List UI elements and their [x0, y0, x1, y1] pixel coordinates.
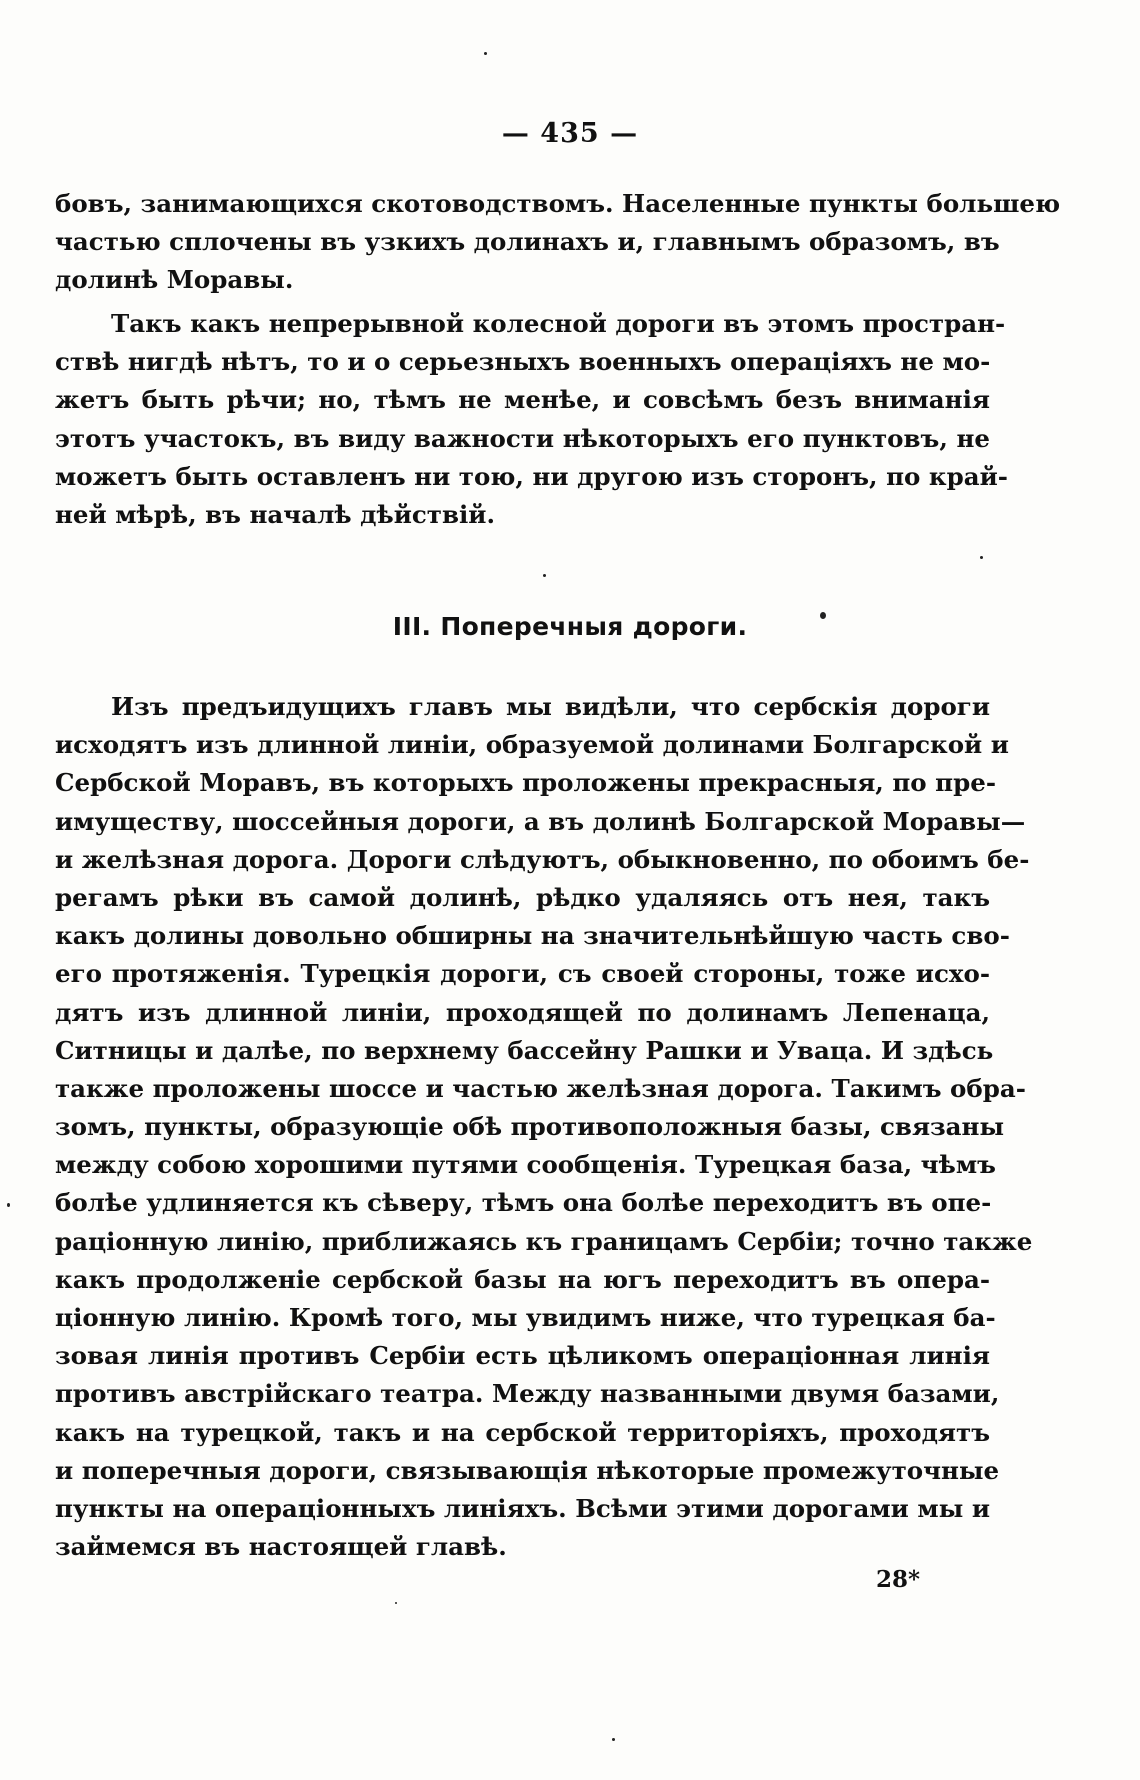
text-line: ней мѣрѣ, въ началѣ дѣйствій. — [55, 499, 495, 529]
text-line: зовая линія противъ Сербіи есть цѣликомъ операціонная линія — [55, 1341, 990, 1371]
text-line: дятъ изъ длинной линіи, проходящей по долинамъ Лепенаца, — [55, 997, 990, 1027]
printer-signature-mark: 28* — [876, 1566, 921, 1593]
text-line: какъ долины довольно обширны на значительнѣйшую часть сво- — [55, 921, 1010, 951]
text-line: Изъ предъидущихъ главъ мы видѣли, что сербскія дороги — [111, 692, 990, 721]
text-line: займемся въ настоящей главѣ. — [55, 1532, 507, 1562]
text-line: болѣе удлиняется къ сѣверу, тѣмъ она болѣе переходитъ въ опе- — [55, 1188, 992, 1218]
paragraph-2 — [55, 305, 1008, 534]
text-line: регамъ рѣки въ самой долинѣ, рѣдко удаляясь отъ нея, такъ — [55, 882, 990, 912]
section-heading: III. Поперечныя дороги. — [392, 612, 748, 641]
text-line: между собою хорошими путями сообщенія. Турецкая база, чѣмъ — [55, 1150, 996, 1180]
text-line: имуществу, шоссейныя дороги, а въ долинѣ Болгарской Моравы— — [55, 806, 1026, 836]
text-line: жетъ быть рѣчи; но, тѣмъ не менѣе, и совсѣмъ безъ вниманія — [55, 385, 990, 415]
text-line: противъ австрійскаго театра. Между названными двумя базами, — [55, 1379, 1000, 1409]
text-line: зомъ, пункты, образующіе обѣ противоположныя базы, связаны — [55, 1112, 1005, 1142]
ink-speck — [395, 1602, 397, 1604]
paragraph-3 — [55, 688, 1033, 1566]
text-line: долинѣ Моравы. — [55, 265, 294, 295]
ink-speck — [543, 574, 546, 577]
page-number: — 435 — — [501, 118, 639, 149]
text-line: какъ на турецкой, такъ и на сербской территоріяхъ, проходятъ — [55, 1417, 990, 1447]
ink-speck — [7, 1203, 10, 1207]
ink-speck — [820, 612, 826, 619]
text-line: его протяженія. Турецкія дороги, съ своей стороны, тоже исхо- — [55, 959, 990, 989]
text-line: Такъ какъ непрерывной колесной дороги въ этомъ простран- — [111, 309, 1006, 338]
text-line: также проложены шоссе и частью желѣзная дорога. Такимъ обра- — [55, 1073, 1026, 1103]
text-line: Ситницы и далѣе, по верхнему бассейну Рашки и Увaца. И здѣсь — [55, 1035, 994, 1065]
ink-speck — [612, 1738, 615, 1741]
text-line: ствѣ нигдѣ нѣтъ, то и о серьезныхъ военныхъ операціяхъ не мо- — [55, 347, 991, 377]
text-line: этотъ участокъ, въ виду важности нѣкоторыхъ его пунктовъ, не — [55, 423, 990, 453]
text-line: какъ продолженіе сербской базы на югъ переходитъ въ опера- — [55, 1264, 990, 1294]
paragraph-continuation — [55, 185, 1061, 300]
text-line: ціонную линію. Кромѣ того, мы увидимъ ниже, что турецкая ба- — [55, 1303, 996, 1332]
text-line: частью сплочены въ узкихъ долинахъ и, главнымъ образомъ, въ — [55, 227, 1000, 257]
text-line: бовъ, занимающихся скотоводствомъ. Населенные пункты большею — [55, 189, 1061, 218]
text-line: раціонную линію, приближаясь къ границамъ Сербіи; точно также — [55, 1226, 1033, 1256]
text-line: исходятъ изъ длинной линіи, образуемой долинами Болгарской и — [55, 730, 1009, 760]
ink-speck — [980, 556, 983, 559]
ink-speck — [484, 52, 487, 55]
text-line: и желѣзная дорога. Дороги слѣдуютъ, обыкновенно, по обоимъ бе- — [55, 844, 1030, 874]
text-line: пункты на операціонныхъ линіяхъ. Всѣми этими дорогами мы и — [55, 1493, 990, 1523]
text-line: можетъ быть оставленъ ни тою, ни другою изъ сторонъ, по край- — [55, 461, 1008, 491]
text-line: Сербской Моравъ, въ которыхъ проложены прекрасныя, по пре- — [55, 768, 996, 798]
text-line: и поперечныя дороги, связывающія нѣкоторые промежуточные — [55, 1455, 1000, 1485]
